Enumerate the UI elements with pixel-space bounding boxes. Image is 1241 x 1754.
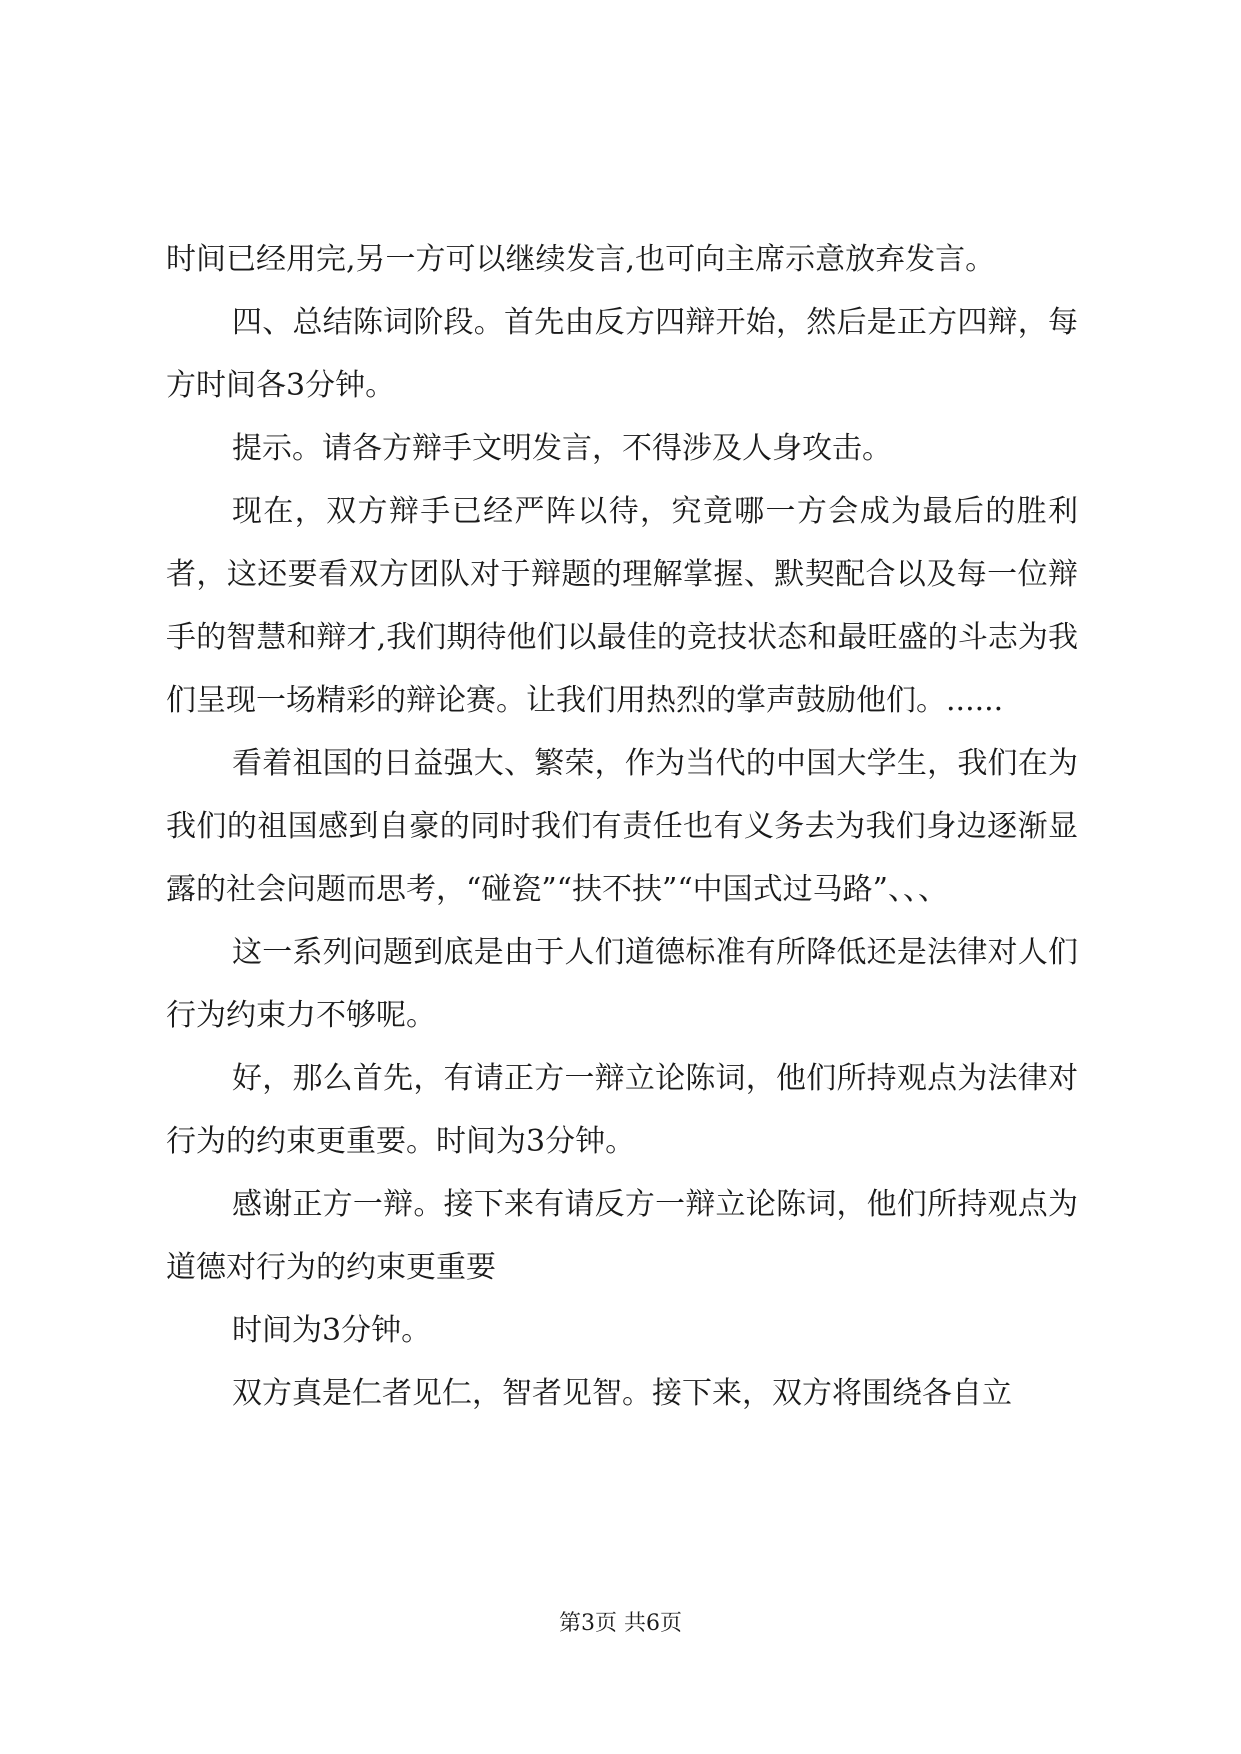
paragraph: 双方真是仁者见仁，智者见智。接下来，双方将围绕各自立	[232, 1376, 1012, 1411]
paragraph: 看着祖国的日益强大、繁荣，作为当代的中国大学生，我们在为我们的祖国感到自豪的同时我们有责任也有义务去为我们身边逐渐显露的社会问题而思考，“碰瓷”“扶不扶”“中国式过马路”、、、	[166, 746, 1078, 907]
paragraph: 时间已经用完,另一方可以继续发言,也可向主席示意放弃发言。	[166, 242, 996, 277]
paragraph: 时间为3分钟。	[232, 1313, 432, 1348]
paragraph: 这一系列问题到底是由于人们道德标准有所降低还是法律对人们行为约束力不够呢。	[166, 935, 1078, 1033]
paragraph: 提示。请各方辩手文明发言，不得涉及人身攻击。	[232, 431, 892, 466]
page-number-footer: 第3页 共6页	[559, 1611, 682, 1636]
document-body	[166, 228, 1078, 1425]
paragraph: 四、总结陈词阶段。首先由反方四辩开始，然后是正方四辩，每方时间各3分钟。	[166, 305, 1078, 403]
paragraph: 好，那么首先，有请正方一辩立论陈词，他们所持观点为法律对行为的约束更重要。时间为3分钟。	[166, 1061, 1078, 1159]
paragraph: 现在，双方辩手已经严阵以待，究竟哪一方会成为最后的胜利者，这还要看双方团队对于辩题的理解掌握、默契配合以及每一位辩手的智慧和辩才,我们期待他们以最佳的竞技状态和最旺盛的斗志为我们呈现一场精彩的辩论赛。让我们用热烈的掌声鼓励他们。......	[166, 494, 1078, 718]
paragraph: 感谢正方一辩。接下来有请反方一辩立论陈词，他们所持观点为道德对行为的约束更重要	[166, 1187, 1078, 1285]
